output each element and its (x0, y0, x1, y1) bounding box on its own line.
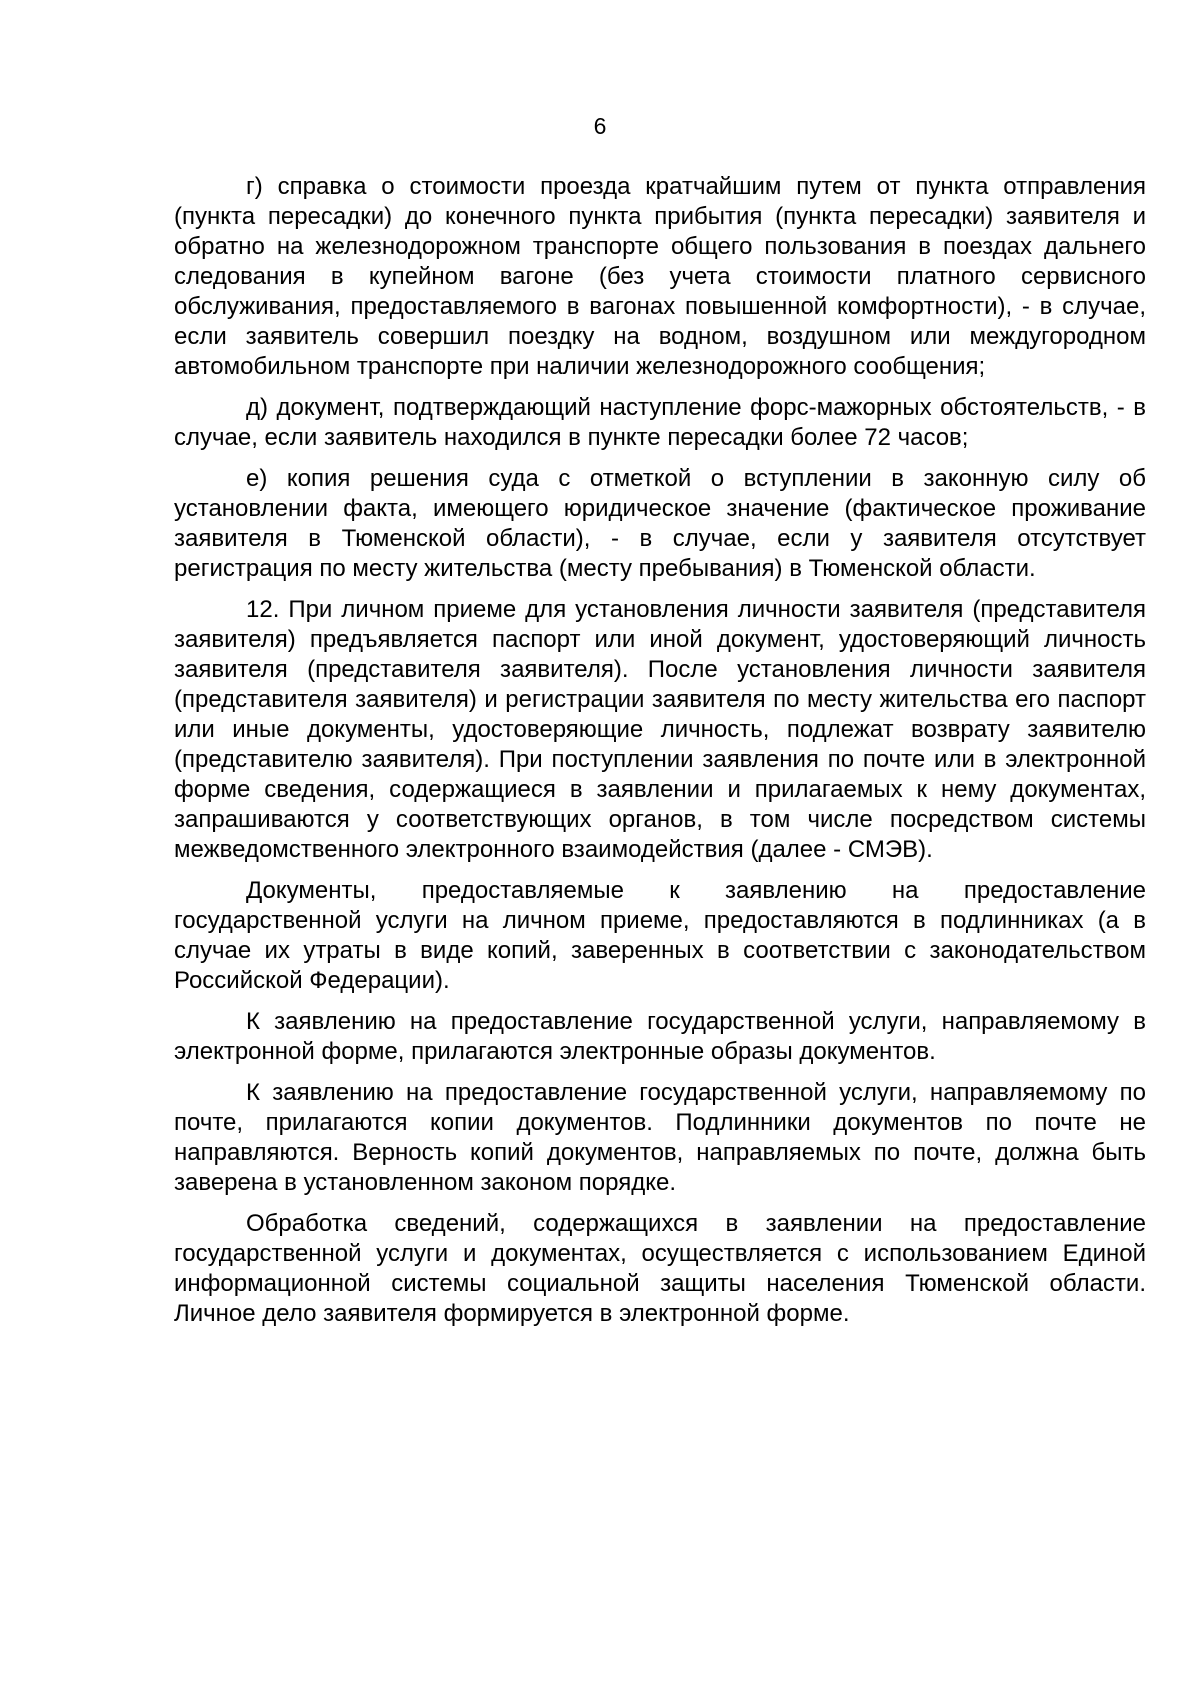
document-body (174, 172, 1146, 1340)
paragraph-g-travel-cost-certificate: г) справка о стоимости проезда кратчайшим путем от пункта отправления (пункта пересадки) до конечного пункта прибытия (пункта пересадки) заявителя и обратно на железнодорожном транспорте общего пользования в поездах дальнего следования в купейном вагоне (без учета стоимости платного сервисного обслуживания, предоставляемого в вагонах повышенной комфортности), - в случае, если заявитель совершил поездку на водном, воздушном или междугородном автомобильном транспорте при наличии железнодорожного сообщения; (174, 173, 1146, 380)
paragraph-e-court-decision-copy: е) копия решения суда с отметкой о вступлении в законную силу об установлении факта, имеющего юридическое значение (фактическое проживание заявителя в Тюменской области), - в случае, если у заявителя отсутствует регистрация по месту жительства (месту пребывания) в Тюменской области. (174, 465, 1146, 582)
paragraph-12-personal-reception: 12. При личном приеме для установления личности заявителя (представителя заявителя) предъявляется паспорт или иной документ, удостоверяющий личность заявителя (представителя заявителя). После установления личности заявителя (представителя заявителя) и регистрации заявителя по месту жительства его паспорт или иные документы, удостоверяющие личность, подлежат возврату заявителю (представителю заявителя). При поступлении заявления по почте или в электронной форме сведения, содержащиеся в заявлении и прилагаемых к нему документах, запрашиваются у соответствующих органов, в том числе посредством системы межведомственного электронного взаимодействия (далее - СМЭВ). (174, 596, 1146, 863)
paragraph-d-force-majeure-document: д) документ, подтверждающий наступление форс-мажорных обстоятельств, - в случае, если заявитель находился в пункте пересадки более 72 часов; (174, 394, 1146, 451)
paragraph-documents-originals: Документы, предоставляемые к заявлению на предоставление государственной услуги на личном приеме, предоставляются в подлинниках (а в случае их утраты в виде копий, заверенных в соответствии с законодательством Российской Федерации). (174, 877, 1146, 994)
paragraph-information-processing: Обработка сведений, содержащихся в заявлении на предоставление государственной услуги и документах, осуществляется с использованием Единой информационной системы социальной защиты населения Тюменской области. Личное дело заявителя формируется в электронной форме. (174, 1210, 1146, 1327)
paragraph-by-mail: К заявлению на предоставление государственной услуги, направляемому по почте, прилагаются копии документов. Подлинники документов по почте не направляются. Верность копий документов, направляемых по почте, должна быть заверена в установленном законом порядке. (174, 1079, 1146, 1196)
paragraph-electronic-form: К заявлению на предоставление государственной услуги, направляемому в электронной форме, прилагаются электронные образы документов. (174, 1008, 1146, 1065)
page-number: 6 (593, 113, 607, 139)
